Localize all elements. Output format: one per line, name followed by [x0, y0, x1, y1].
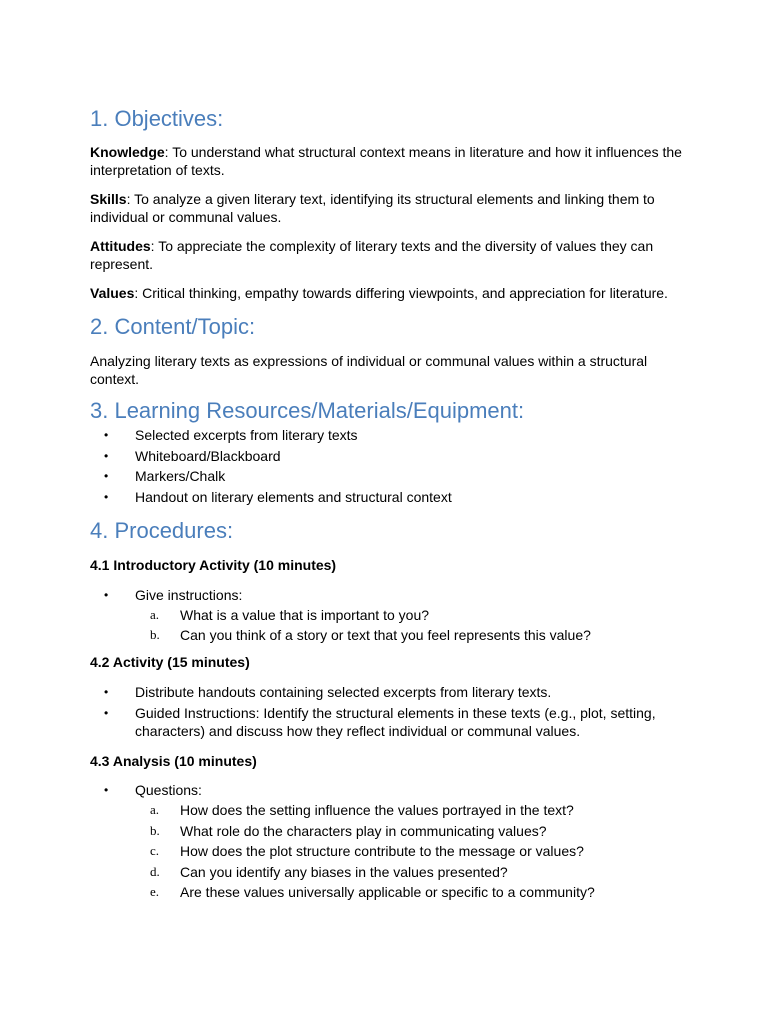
list-item: • Markers/Chalk: [104, 468, 226, 484]
resources-list: [90, 426, 690, 506]
bullet-icon: •: [104, 587, 109, 602]
introductory-activity-title: 4.1 Introductory Activity (10 minutes): [90, 556, 337, 573]
bullet-icon: •: [104, 783, 109, 797]
document-body: [90, 104, 690, 904]
activity-title: 4.2 Activity (15 minutes): [90, 654, 250, 670]
objectives-heading: 1. Objectives:: [90, 106, 224, 131]
bullet-icon: •: [104, 489, 109, 504]
list-item: • Whiteboard/Blackboard: [104, 447, 281, 464]
list-item: • Give instructions:: [104, 586, 243, 603]
resources-heading: 3. Learning Resources/Materials/Equipment:: [90, 398, 525, 423]
list-item: e. Are these values universally applicable or specific to a community?: [150, 884, 595, 900]
content-topic-heading: 2. Content/Topic:: [90, 314, 256, 339]
list-item: • Handout on literary elements and structural context: [104, 488, 452, 505]
objective-knowledge: Knowledge: To understand what structural context means in literature and how it influences the interpretation of texts.: [90, 144, 682, 178]
analysis-sublist: [90, 801, 690, 901]
introductory-list: [90, 586, 690, 604]
objective-skills: Skills: To analyze a given literary text, identifying its structural elements and linking them to individual or communal values.: [90, 191, 655, 225]
analysis-list: [90, 781, 690, 799]
list-item: • Guided Instructions: Identify the structural elements in these texts (e.g., plot, setting, characters) and discuss how they reflect individual or communal values.: [104, 705, 656, 739]
objective-values: Values: Critical thinking, empathy towards differing viewpoints, and appreciation for literature.: [90, 285, 668, 301]
list-item: a. What is a value that is important to you?: [150, 606, 430, 623]
bullet-icon: •: [104, 706, 109, 720]
analysis-title: 4.3 Analysis (10 minutes): [90, 753, 257, 769]
objective-attitudes: Attitudes: To appreciate the complexity of literary texts and the diversity of values they can represent.: [90, 238, 654, 272]
list-item: • Distribute handouts containing selected excerpts from literary texts.: [104, 684, 552, 700]
bullet-icon: •: [104, 428, 109, 442]
list-item: d. Can you identify any biases in the values presented?: [150, 863, 508, 880]
list-item: b. Can you think of a story or text that you feel represents this value?: [150, 627, 591, 643]
bullet-icon: •: [104, 685, 109, 699]
bullet-icon: •: [104, 469, 109, 483]
list-item: b. What role do the characters play in communicating values?: [150, 822, 547, 839]
content-topic-text: Analyzing literary texts as expressions of individual or communal values within a structural context.: [90, 353, 648, 387]
bullet-icon: •: [104, 448, 109, 463]
list-item: a. How does the setting influence the values portrayed in the text?: [150, 802, 574, 818]
list-item: • Selected excerpts from literary texts: [104, 427, 358, 443]
activity-list: [90, 683, 690, 740]
introductory-sublist: [90, 606, 690, 645]
list-item: • Questions:: [104, 782, 202, 798]
list-item: c. How does the plot structure contribute to the message or values?: [150, 843, 584, 859]
procedures-heading: 4. Procedures:: [90, 517, 234, 543]
